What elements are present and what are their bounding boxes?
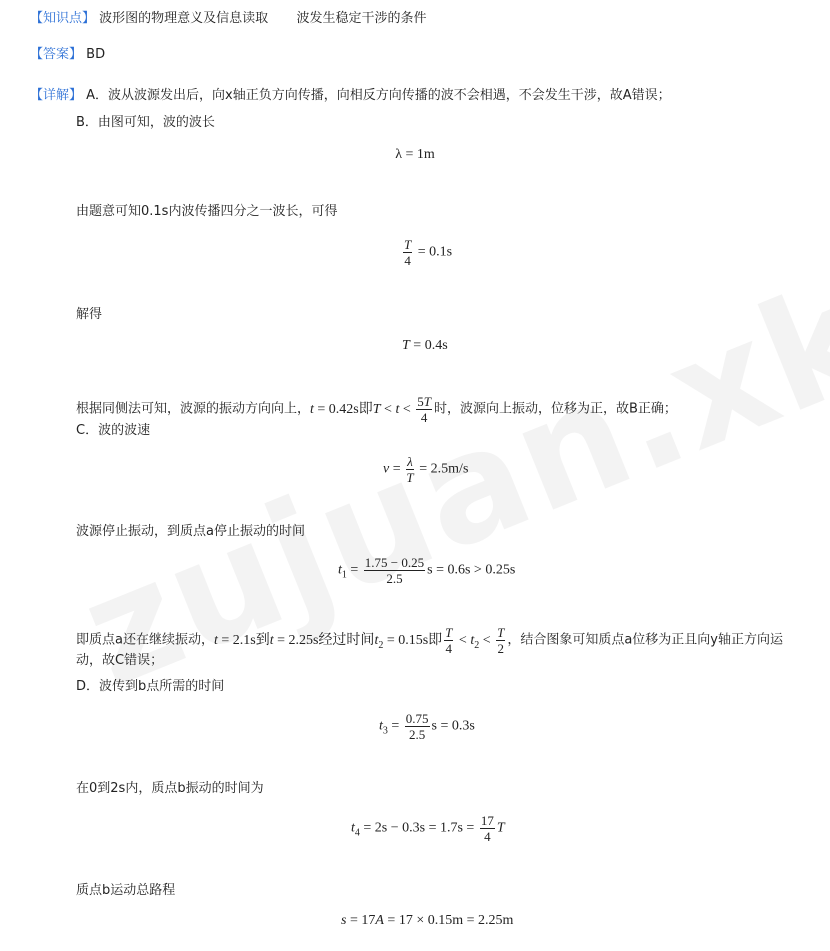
option-d-text-2: 在0到2s内，质点b振动的时间为 bbox=[76, 781, 264, 796]
knowledge-points-row bbox=[30, 10, 426, 28]
option-c-text-2: 波源停止振动，到质点a停止振动的时间 bbox=[76, 524, 305, 539]
option-c-heading: C．波的波速 bbox=[76, 423, 151, 438]
option-d-heading: D．波传到b点所需的时间 bbox=[76, 679, 225, 694]
equation-path: s = 17A = 17 × 0.15m = 2.25m bbox=[341, 913, 514, 928]
option-b-heading: B．由图可知，波的波长 bbox=[76, 115, 215, 130]
equation-t4: $t_4 = 2s - 0.3s = 1.7s$ = $\frac{17}{4}$ T bbox=[351, 813, 505, 844]
knowledge-point-2: 波发生稳定干涉的条件 bbox=[296, 11, 427, 26]
equation-period: T = 0.4s bbox=[402, 338, 448, 353]
option-b-text-4-post: 时，波源向上振动，位移为正，故B正确； bbox=[433, 401, 677, 417]
option-b-condition: t = 0.42s即T < t < $\frac{5T}{4}$ bbox=[310, 394, 431, 425]
knowledge-point-tag: 【知识点】 bbox=[30, 11, 96, 26]
option-c-text-4: 动，故C错误； bbox=[76, 653, 164, 668]
option-c-text-3 bbox=[76, 626, 783, 655]
explain-tag: 【详解】 bbox=[30, 88, 83, 103]
option-b-text-2: 由题意可知0.1s内波传播四分之一波长，可得 bbox=[76, 204, 338, 219]
explain-a bbox=[30, 87, 671, 105]
option-c-condition: t = 2.1s到t = 2.25s经过时间$t_2 = 0.15s$即 $\frac{T}{4}$ < $t_2$ < $\frac{T}{2}$ bbox=[213, 625, 505, 656]
option-b-text-3: 解得 bbox=[76, 307, 103, 322]
equation-t1: $t_1$ = $\frac{1.75 - 0.25}{2.5}$ s = 0.6s > 0.25s bbox=[338, 555, 516, 586]
answer-tag: 【答案】 bbox=[30, 47, 83, 62]
equation-quarter-period: $\frac{T}{4}$ = 0.1s bbox=[404, 237, 453, 268]
answer-value: BD bbox=[86, 47, 106, 62]
equation-speed: v = $\frac{\lambda}{T}$ = 2.5m/s bbox=[383, 454, 469, 485]
option-b-text-4-pre: 根据同侧法可知，波源的振动方向向上， bbox=[76, 401, 311, 417]
option-c-text-3-pre: 即质点a还在继续振动， bbox=[76, 632, 214, 648]
answer-row bbox=[30, 46, 105, 64]
knowledge-point-1: 波形图的物理意义及信息读取 bbox=[99, 11, 269, 26]
option-b-text-4 bbox=[76, 395, 677, 424]
equation-t3: $t_3$ = $\frac{0.75}{2.5}$ s = 0.3s bbox=[379, 711, 475, 742]
equation-wavelength: λ = 1m bbox=[395, 147, 435, 162]
option-a-text: A．波从波源发出后，向x轴正负方向传播，向相反方向传播的波不会相遇，不会发生干涉，故A错误； bbox=[86, 88, 671, 103]
option-c-text-3-post: ，结合图象可知质点a位移为正且向y轴正方向运 bbox=[507, 632, 784, 648]
option-d-text-3: 质点b运动总路程 bbox=[76, 883, 176, 898]
